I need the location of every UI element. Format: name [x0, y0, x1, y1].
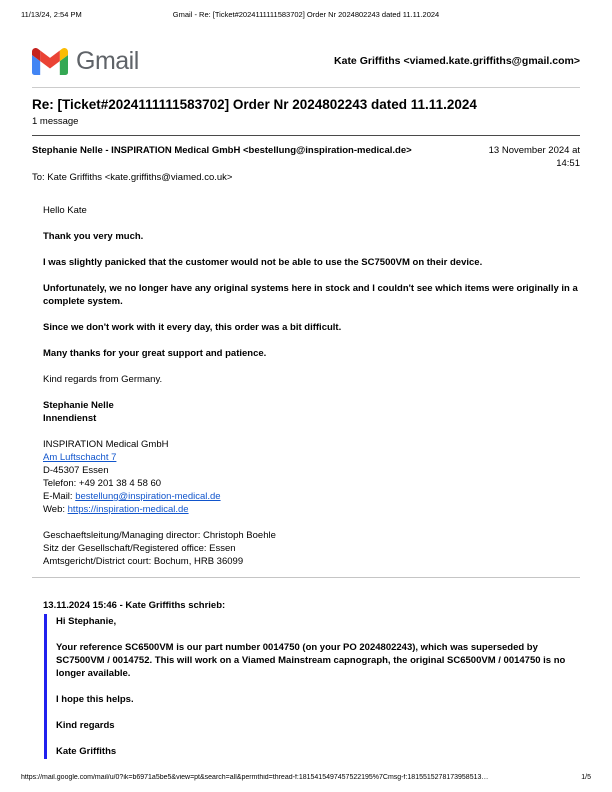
divider-top — [32, 87, 580, 88]
spacer — [43, 425, 580, 438]
print-footer-url: https://mail.google.com/mail/u/0?ik=b6971a5be5&view=pt&search=all&permthid=thread-f:1815415497457522195%7Cmsg-f:1815515278173958513… — [21, 774, 489, 781]
web-label: Web: — [43, 504, 68, 515]
message-date: 13 November 2024 at 14:51 — [488, 145, 580, 169]
gmail-m-icon — [32, 48, 68, 75]
body-paragraph: Hello Kate — [43, 205, 87, 216]
quote-line: Your reference SC6500VM is our part number 0014750 (on your PO 2024802243), which was superseded by SC7500VM / 0014752. This will work on a Viamed Mainstream capnograph, the original SC6500VM / 0014750 is no longer available. — [56, 642, 566, 679]
gmail-header-row — [32, 44, 580, 78]
signature-address-link[interactable]: Am Luftschacht 7 — [43, 452, 117, 463]
quote-line: Kate Griffiths — [56, 746, 117, 757]
legal-line: Amtsgericht/District court: Bochum, HRB 36099 — [43, 556, 244, 567]
body-paragraph: Since we don't work with it every day, this order was a bit difficult. — [43, 322, 342, 333]
email-content — [32, 0, 580, 759]
legal-line: Geschaeftsleitung/Managing director: Christoph Boehle — [43, 530, 276, 541]
body-paragraph: Thank you very much. — [43, 231, 144, 242]
body-paragraph: Kind regards from Germany. — [43, 374, 163, 385]
spacer — [43, 516, 580, 529]
sender-row — [32, 144, 580, 170]
message-count: 1 message — [32, 116, 79, 127]
quote-header: 13.11.2024 15:46 - Kate Griffiths schrieb: — [43, 600, 226, 611]
quote-line: I hope this helps. — [56, 694, 134, 705]
message-body — [43, 204, 580, 568]
signature-city: D-45307 Essen — [43, 465, 109, 476]
account-owner: Kate Griffiths <viamed.kate.griffiths@gmail.com> — [334, 55, 580, 67]
quote-line: Hi Stephanie, — [56, 616, 117, 627]
sender-name-email: Stephanie Nelle - INSPIRATION Medical GmbH <bestellung@inspiration-medical.de> — [32, 145, 412, 156]
divider-subject — [32, 135, 580, 136]
recipient-line: To: Kate Griffiths <kate.griffiths@viamed.co.uk> — [32, 172, 233, 183]
legal-line: Sitz der Gesellschaft/Registered office: Essen — [43, 543, 236, 554]
signature-company: INSPIRATION Medical GmbH — [43, 439, 169, 450]
divider-signature — [32, 577, 580, 578]
print-header-datetime: 11/13/24, 2:54 PM — [21, 10, 82, 19]
email-label: E-Mail: — [43, 491, 76, 502]
print-header-title: Gmail - Re: [Ticket#2024111111583702] Order Nr 2024802243 dated 11.11.2024 — [172, 10, 440, 19]
signature-email-line — [43, 490, 580, 503]
gmail-wordmark: Gmail — [76, 46, 139, 75]
quoted-message — [43, 599, 580, 759]
signature-role: Innendienst — [43, 413, 97, 424]
quote-line: Kind regards — [56, 720, 115, 731]
body-paragraph: I was slightly panicked that the customer would not be able to use the SC7500VM on their device. — [43, 257, 483, 268]
email-link[interactable]: bestellung@inspiration-medical.de — [75, 491, 221, 502]
signature-phone: Telefon: +49 201 38 4 58 60 — [43, 478, 162, 489]
print-header — [0, 10, 612, 19]
signature-web-line — [43, 503, 580, 516]
body-paragraph: Many thanks for your great support and patience. — [43, 348, 267, 359]
thread-subject: Re: [Ticket#2024111111583702] Order Nr 2024802243 dated 11.11.2024 — [32, 97, 477, 112]
print-footer-page-number: 1/5 — [581, 774, 591, 781]
quote-block — [44, 614, 580, 759]
body-paragraph: Unfortunately, we no longer have any original systems here in stock and I couldn't see which items were originally in a complete system. — [43, 283, 578, 307]
signature-name: Stephanie Nelle — [43, 400, 114, 411]
web-link[interactable]: https://inspiration-medical.de — [67, 504, 189, 515]
gmail-logo — [32, 47, 139, 76]
